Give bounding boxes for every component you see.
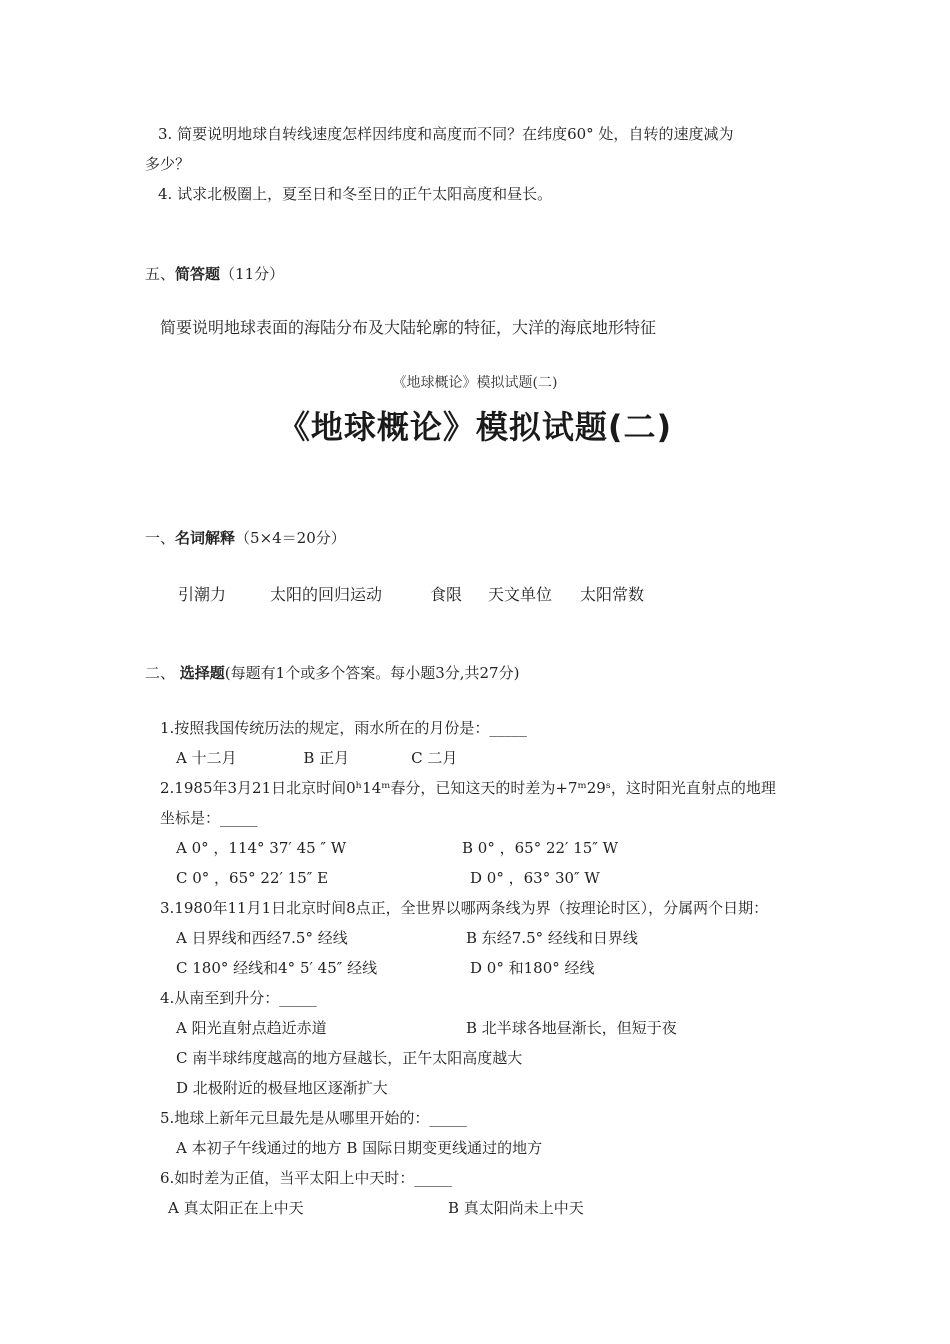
choice-question-1: 1.按照我国传统历法的规定，雨水所在的月份是：_____ bbox=[160, 719, 527, 737]
choice-option-2a: A 0° ，114° 37′ 45 ″ W bbox=[176, 839, 347, 857]
choice-option-3c: C 180° 经线和4° 5′ 45″ 经线 bbox=[176, 959, 378, 977]
choice-question-5: 5.地球上新年元旦最先是从哪里开始的：_____ bbox=[160, 1109, 467, 1127]
choice-options-5: A 本初子午线通过的地方 B 国际日期变更线通过的地方 bbox=[176, 1139, 543, 1157]
section-5-points: （11分） bbox=[220, 265, 285, 283]
term-item: 引潮力 bbox=[178, 585, 227, 604]
choice-question-4: 4.从南至到升分：_____ bbox=[160, 989, 317, 1007]
choice-option-6b: B 真太阳尚未上中天 bbox=[448, 1199, 584, 1217]
choice-option-6a: A 真太阳正在上中天 bbox=[168, 1199, 304, 1217]
section-5-title: 简答题 bbox=[175, 265, 221, 283]
section-1-heading bbox=[145, 528, 346, 548]
choice-question-2-line1: 2.1985年3月21日北京时间0ʰ14ᵐ春分，已知这天的时差为+7ᵐ29ˢ，这时阳光直射点的地理 bbox=[160, 779, 776, 797]
term-item: 太阳常数 bbox=[580, 585, 645, 604]
question-4: 4. 试求北极圈上，夏至日和冬至日的正午太阳高度和昼长。 bbox=[158, 185, 553, 203]
choice-option-2c: C 0° ，65° 22′ 15″ E bbox=[176, 869, 329, 887]
section-5-number: 五、 bbox=[145, 265, 176, 283]
section-2-number: 二、 bbox=[145, 664, 180, 682]
section-5-heading bbox=[145, 264, 284, 284]
choice-option-3d: D 0° 和180° 经线 bbox=[470, 959, 595, 977]
section-1-points: （5×4＝20分） bbox=[235, 529, 346, 547]
section-1-number: 一、 bbox=[145, 529, 176, 547]
section-1-title: 名词解释 bbox=[175, 529, 236, 547]
question-3-line1: 3. 简要说明地球自转线速度怎样因纬度和高度而不同？在纬度60° 处，自转的速度减为 bbox=[158, 125, 734, 143]
section-2-points: (每题有1个或多个答案。每小题3分,共27分) bbox=[224, 664, 520, 682]
choice-options-1: A 十二月 B 正月 C 二月 bbox=[176, 749, 458, 767]
question-3-line2: 多少？ bbox=[145, 155, 191, 173]
choice-option-4d: D 北极附近的极昼地区逐渐扩大 bbox=[176, 1079, 388, 1097]
choice-question-6: 6.如时差为正值，当平太阳上中天时：_____ bbox=[160, 1169, 452, 1187]
term-item: 太阳的回归运动 bbox=[270, 585, 383, 604]
term-item: 天文单位 bbox=[488, 585, 553, 604]
choice-option-3b: B 东经7.5° 经线和日界线 bbox=[466, 929, 638, 947]
page-title: 《地球概论》模拟试题(二) bbox=[277, 408, 673, 446]
choice-option-4c: C 南半球纬度越高的地方昼越长，正午太阳高度越大 bbox=[176, 1049, 523, 1067]
choice-option-2b: B 0° ，65° 22′ 15″ W bbox=[462, 839, 619, 857]
choice-question-3: 3.1980年11月1日北京时间8点正，全世界以哪两条线为界（按理论时区），分属两个日期： bbox=[160, 899, 769, 917]
term-item: 食限 bbox=[430, 585, 463, 604]
small-title: 《地球概论》模拟试题(二) bbox=[392, 375, 558, 391]
section-5-question: 简要说明地球表面的海陆分布及大陆轮廓的特征，大洋的海底地形特征 bbox=[160, 318, 657, 337]
choice-option-4a: A 阳光直射点趋近赤道 bbox=[176, 1019, 327, 1037]
section-2-title: 选择题 bbox=[179, 664, 225, 682]
choice-option-4b: B 北半球各地昼渐长，但短于夜 bbox=[466, 1019, 677, 1037]
choice-option-3a: A 日界线和西经7.5° 经线 bbox=[176, 929, 348, 947]
choice-option-2d: D 0° ，63° 30″ W bbox=[470, 869, 600, 887]
choice-question-2-line2: 坐标是：_____ bbox=[160, 809, 258, 827]
section-2-heading bbox=[145, 663, 519, 683]
